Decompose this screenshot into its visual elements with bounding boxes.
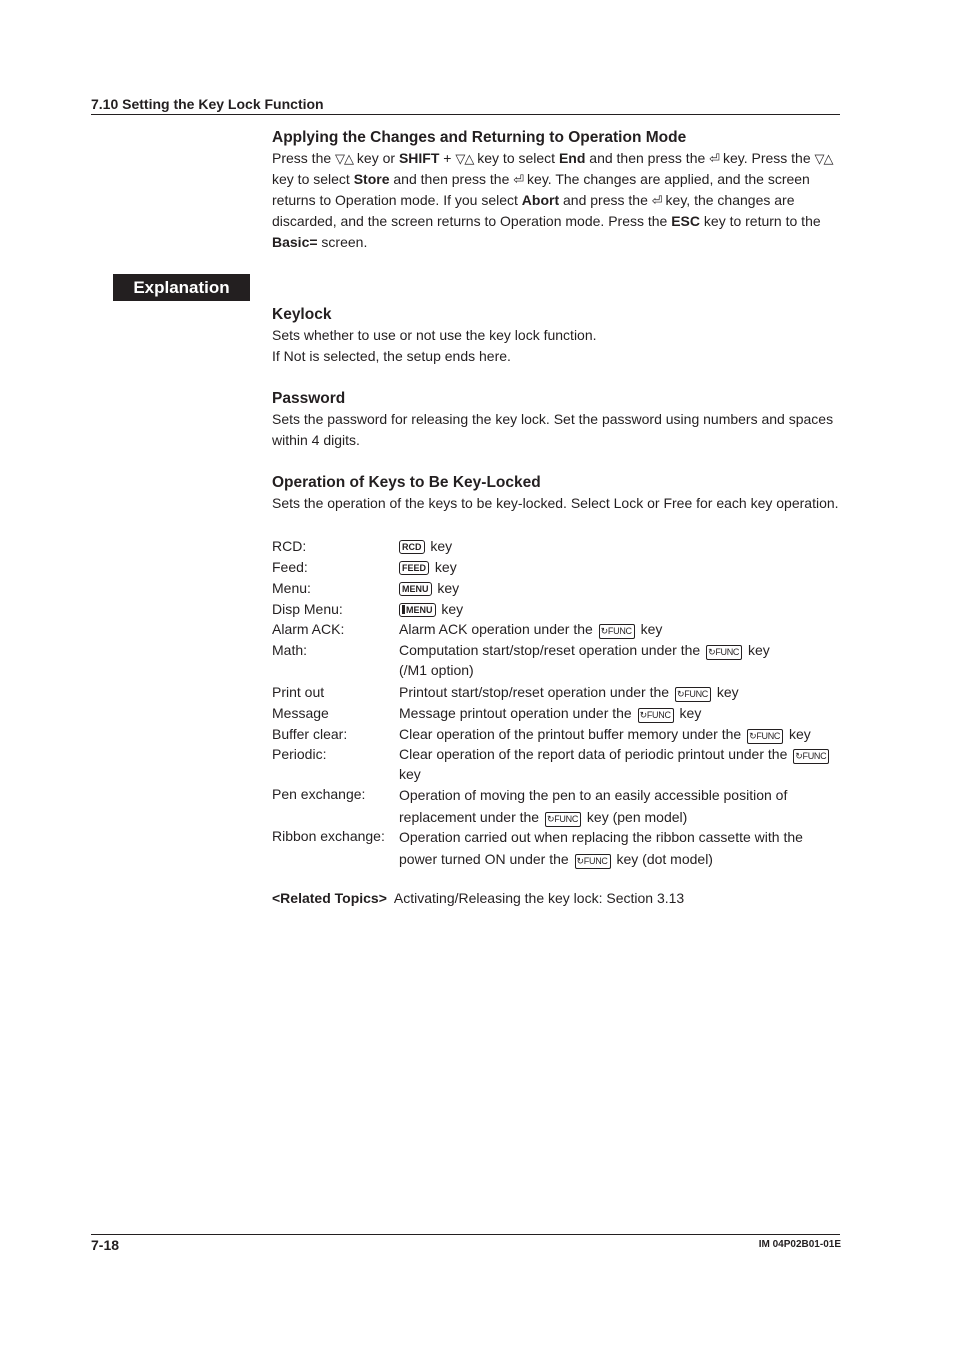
row-label: Ribbon exchange: (272, 828, 385, 844)
apply-text: key to select (272, 171, 354, 187)
apply-text: key to return to the (700, 213, 821, 229)
basic-screen-label: Basic= (272, 234, 318, 250)
esc-key-label: ESC (671, 213, 701, 229)
row-text: power turned ON under the (399, 851, 573, 867)
enter-key-icon: ⏎ (651, 193, 662, 208)
row-value (399, 557, 844, 577)
store-option: Store (353, 171, 390, 187)
keylock-heading: Keylock (272, 306, 332, 323)
apply-text: key. Press the (719, 150, 815, 166)
func-key-label: FUNC (802, 751, 827, 761)
keys-intro: Sets the operation of the keys to be key-locked. Select Lock or Free for each key operation. (272, 495, 839, 511)
row-text: Operation of moving the pen to an easily accessible position of (399, 787, 788, 803)
row-text: key (712, 684, 739, 700)
row-value (399, 703, 844, 723)
row-label: Pen exchange: (272, 786, 366, 802)
row-text: key (pen model) (583, 809, 688, 825)
apply-heading: Applying the Changes and Returning to Operation Mode (272, 129, 687, 146)
arrow-keys-icon: ▽△ (335, 151, 354, 166)
keylock-section (272, 305, 842, 367)
row-text: Message printout operation under the (399, 705, 636, 721)
func-key-icon: ↻FUNC (747, 729, 783, 744)
arrow-keys-icon: ▽△ (814, 151, 833, 166)
apply-text: screen. (317, 234, 368, 250)
apply-text: key. The changes are applied, and the screen returns to Operation mode. If you select (272, 171, 810, 208)
apply-text: key or (353, 150, 399, 166)
explanation-label: Explanation (113, 274, 250, 301)
func-key-icon: ↻FUNC (793, 749, 829, 764)
related-topics (272, 888, 842, 909)
header-rule (91, 114, 840, 115)
row-value (399, 619, 844, 639)
keys-section (272, 473, 842, 514)
apply-text: + (439, 150, 456, 166)
row-text: key (744, 642, 770, 658)
disp-menu-key-label: MENU (406, 605, 433, 615)
password-heading: Password (272, 390, 346, 407)
row-label: Periodic: (272, 746, 327, 762)
feed-key-icon: FEED (399, 561, 429, 575)
row-text: key (dot model) (612, 851, 713, 867)
row-value (399, 682, 844, 702)
row-label: Feed: (272, 559, 308, 575)
func-key-label: FUNC (646, 710, 671, 720)
row-value (399, 536, 844, 556)
footer-rule (91, 1234, 840, 1235)
key-word: key (434, 559, 457, 575)
document-id: IM 04P02B01-01E (758, 1239, 841, 1250)
row-label: Disp Menu: (272, 601, 343, 617)
row-text: Clear operation of the report data of periodic printout under the (399, 746, 792, 762)
end-option: End (558, 150, 586, 166)
func-key-icon: ↻FUNC (575, 854, 611, 869)
row-label: Alarm ACK: (272, 621, 345, 637)
key-word: key (441, 601, 464, 617)
row-value (399, 599, 844, 619)
disp-menu-key-icon (399, 603, 436, 617)
apply-text: and then press the (389, 171, 514, 187)
password-text: Sets the password for releasing the key lock. Set the password using numbers and spaces within 4 digits. (272, 411, 834, 448)
disp-bar-icon (402, 605, 405, 614)
row-label: Buffer clear: (272, 726, 348, 742)
apply-text: key to select (473, 150, 559, 166)
password-section (272, 389, 842, 451)
row-label: Math: (272, 642, 308, 658)
arrow-keys-icon: ▽△ (455, 151, 474, 166)
row-value (399, 744, 844, 784)
shift-key-label: SHIFT (398, 150, 440, 166)
func-key-icon: ↻FUNC (599, 624, 635, 639)
page-number: 7-18 (91, 1237, 120, 1253)
apply-text: key, the changes are discarded, and the screen returns to Operation mode. Press the (272, 192, 795, 229)
row-text: key (785, 726, 811, 742)
related-topics-text: Activating/Releasing the key lock: Section 3.13 (386, 890, 685, 906)
row-text: Printout start/stop/reset operation under the (399, 684, 673, 700)
apply-text: and then press the (585, 150, 710, 166)
row-text: replacement under the (399, 809, 543, 825)
keys-heading: Operation of Keys to Be Key-Locked (272, 474, 541, 491)
key-word: key (437, 580, 460, 596)
keylock-line-1: Sets whether to use or not use the key lock function. (272, 327, 597, 343)
section-title: 7.10 Setting the Key Lock Function (91, 96, 324, 112)
func-key-label: FUNC (554, 814, 579, 824)
row-value (399, 578, 844, 598)
func-key-icon: ↻FUNC (706, 645, 742, 660)
row-text: (/M1 option) (399, 662, 474, 678)
apply-paragraph (272, 148, 842, 253)
apply-section (272, 128, 842, 253)
keylock-line-2: If Not is selected, the setup ends here. (272, 348, 511, 364)
related-topics-label: <Related Topics> (272, 890, 387, 906)
row-value (399, 640, 844, 680)
row-text: key (675, 705, 702, 721)
row-value (399, 724, 844, 744)
apply-text: Press the (272, 150, 336, 166)
enter-key-icon: ⏎ (709, 151, 720, 166)
row-text: Clear operation of the printout buffer memory under the (399, 726, 746, 742)
func-key-label: FUNC (715, 647, 740, 657)
row-value (399, 784, 844, 828)
func-key-icon: ↻FUNC (545, 812, 581, 827)
row-label: Message (272, 705, 329, 721)
key-word: key (430, 538, 453, 554)
func-key-icon: ↻FUNC (638, 708, 674, 723)
func-key-label: FUNC (607, 626, 632, 636)
row-text: key (636, 621, 663, 637)
row-text: key (399, 766, 421, 782)
func-key-label: FUNC (756, 731, 781, 741)
row-label: Print out (272, 684, 325, 700)
func-key-label: FUNC (684, 689, 708, 699)
row-label: Menu: (272, 580, 311, 596)
row-text: Operation carried out when replacing the ribbon cassette with the (399, 829, 803, 845)
menu-key-icon: MENU (399, 582, 432, 596)
enter-key-icon: ⏎ (513, 172, 524, 187)
row-label: RCD: (272, 538, 307, 554)
abort-option: Abort (521, 192, 560, 208)
rcd-key-icon: RCD (399, 540, 425, 554)
row-text: Computation start/stop/reset operation under the (399, 642, 705, 658)
row-value (399, 826, 844, 870)
func-key-label: FUNC (583, 856, 608, 866)
func-key-icon: ↻FUNC (675, 687, 711, 702)
row-text: Alarm ACK operation under the (399, 621, 597, 637)
apply-text: and press the (559, 192, 652, 208)
